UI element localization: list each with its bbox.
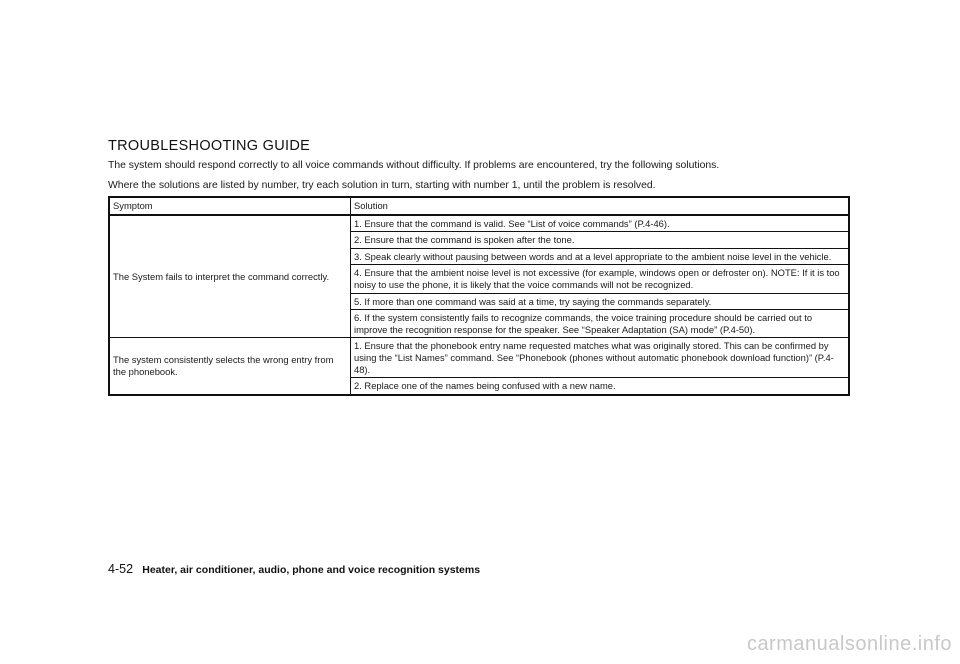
page-number: 4-52 xyxy=(108,562,134,576)
intro-paragraph-2: Where the solutions are listed by number, try each solution in turn, starting with number 1, until the problem is resolved. xyxy=(108,180,656,191)
solution-cell: 1. Ensure that the phonebook entry name requested matches what was originally stored. This can be confirmed by using the “List Names” command. See “Phonebook (phones without automatic phonebook download function)” (P.4-48). xyxy=(351,338,850,378)
solution-cell: 3. Speak clearly without pausing between words and at a level appropriate to the ambient noise level in the vehicle. xyxy=(351,248,850,265)
solution-cell: 1. Ensure that the command is valid. See “List of voice commands” (P.4-46). xyxy=(351,215,850,232)
section-title: Heater, air conditioner, audio, phone and voice recognition systems xyxy=(142,564,481,576)
intro-paragraph-1: The system should respond correctly to all voice commands without difficulty. If problems are encountered, try the following solutions. xyxy=(108,160,720,171)
table-header-row xyxy=(109,197,849,215)
header-solution: Solution xyxy=(351,197,850,215)
solution-cell: 2. Ensure that the command is spoken after the tone. xyxy=(351,232,850,249)
page-title: TROUBLESHOOTING GUIDE xyxy=(108,138,311,154)
table-row xyxy=(109,338,849,378)
troubleshooting-table xyxy=(108,196,850,396)
header-symptom: Symptom xyxy=(109,197,351,215)
page-footer xyxy=(108,562,480,576)
table-row xyxy=(109,215,849,232)
solution-cell: 4. Ensure that the ambient noise level is not excessive (for example, windows open or defroster on). NOTE: If it is too noisy to use the phone, it is likely that the voice commands will not be recognized. xyxy=(351,265,850,293)
watermark: carmanualsonline.info xyxy=(746,633,952,655)
solution-cell: 6. If the system consistently fails to recognize commands, the voice training procedure should be carried out to improve the recognition response for the speaker. See “Speaker Adaptation (SA) mode” (P.4-50). xyxy=(351,310,850,338)
symptom-cell: The System fails to interpret the command correctly. xyxy=(109,215,351,338)
solution-cell: 5. If more than one command was said at a time, try saying the commands separately. xyxy=(351,293,850,310)
solution-cell: 2. Replace one of the names being confused with a new name. xyxy=(351,378,850,395)
symptom-cell: The system consistently selects the wrong entry from the phonebook. xyxy=(109,338,351,395)
